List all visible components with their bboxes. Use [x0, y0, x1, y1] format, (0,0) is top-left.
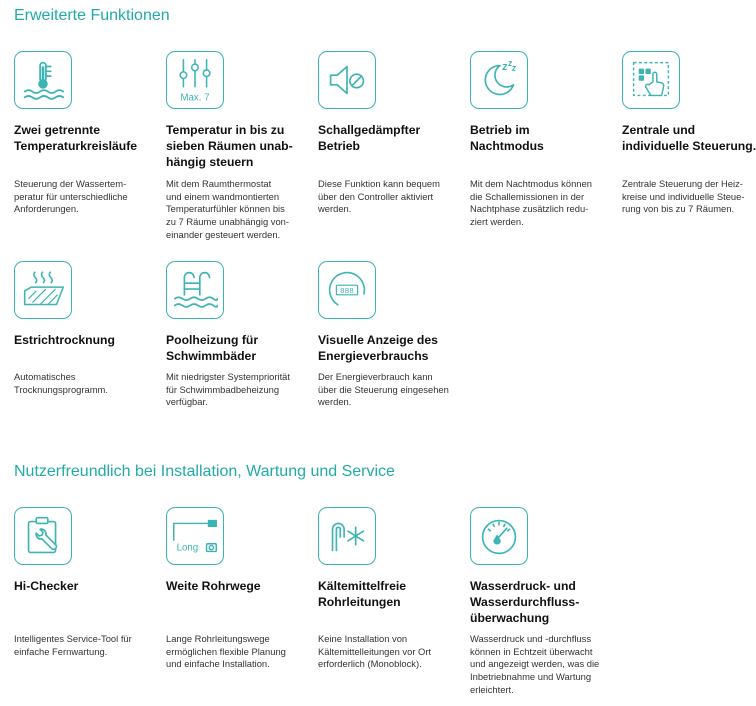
feature-description: Mit dem Nachtmodus können die Schallemissionen in der Nachtphase zusätzlich redu- ziert werden.	[470, 178, 592, 228]
moon-zzz-icon	[470, 51, 528, 109]
feature-title: Wasserdruck- und Wasserdurchfluss- überwachung	[470, 579, 580, 625]
speaker-mute-icon	[318, 51, 376, 109]
feature-description: Zentrale Steuerung der Heiz- kreise und individuelle Steue- rung von bis zu 7 Räumen.	[622, 178, 745, 215]
feature-title: Estrichtrocknung	[14, 333, 115, 347]
feature-description: Der Energieverbrauch kann über die Steuerung eingesehen werden.	[318, 371, 449, 408]
long-pipe-icon	[166, 507, 224, 565]
section-title-erweiterte-funktionen: Erweiterte Funktionen	[14, 7, 170, 24]
feature-description: Mit dem Raumthermostat und einem wandmontierten Temperaturfühler können bis zu 7 Räume unabhängig von- einander gesteuert werden.	[166, 178, 290, 240]
thermometer-waves-icon	[14, 51, 72, 109]
feature-description: Wasserdruck und -durchfluss können in Echtzeit überwacht und angezeigt werden, was die Inbetriebnahme und Wartung erleichtert.	[470, 633, 600, 695]
feature-description: Lange Rohrleitungswege ermöglichen flexible Planung und einfache Installation.	[166, 633, 286, 670]
feature-description: Steuerung der Wassertem- peratur für unterschiedliche Anforderungen.	[14, 178, 128, 215]
feature-title: Visuelle Anzeige des Energieverbrauchs	[318, 333, 438, 363]
max-7-label: Max. 7	[180, 92, 210, 104]
pipe-snowflake-icon	[318, 507, 376, 565]
long-label: Long	[176, 542, 199, 554]
feature-description: Intelligentes Service-Tool für einfache Fernwartung.	[14, 633, 132, 657]
feature-title: Betrieb im Nachtmodus	[470, 123, 544, 153]
pool-ladder-icon	[166, 261, 224, 319]
feature-description: Keine Installation von Kältemittelleitungen vor Ort erforderlich (Monoblock).	[318, 633, 432, 670]
feature-title: Weite Rohrwege	[166, 579, 261, 593]
touch-panel-icon	[622, 51, 680, 109]
screed-heat-icon	[14, 261, 72, 319]
feature-title: Hi-Checker	[14, 579, 79, 593]
feature-description: Mit niedrigster Systempriorität für Schwimmbadbeheizung verfügbar.	[166, 371, 290, 408]
feature-title: Zwei getrennte Temperaturkreisläufe	[14, 123, 138, 153]
feature-title: Kältemittelfreie Rohrleitungen	[318, 579, 407, 609]
clipboard-wrench-icon	[14, 507, 72, 565]
feature-title: Poolheizung für Schwimmbäder	[166, 333, 259, 363]
feature-description: Diese Funktion kann bequem über den Controller aktiviert werden.	[318, 178, 440, 215]
pressure-gauge-icon	[470, 507, 528, 565]
section-title-nutzerfreundlich: Nutzerfreundlich bei Installation, Wartung und Service	[14, 463, 395, 480]
feature-title: Temperatur in bis zu sieben Räumen unab- hängig steuern	[166, 123, 293, 169]
energy-display-icon	[318, 261, 376, 319]
feature-title: Zentrale und individuelle Steuerung.	[622, 123, 756, 153]
sliders-icon	[166, 51, 224, 109]
display-digits: 888	[340, 287, 354, 296]
feature-description: Automatisches Trocknungsprogramm.	[14, 371, 108, 395]
feature-title: Schallgedämpfter Betrieb	[318, 123, 421, 153]
